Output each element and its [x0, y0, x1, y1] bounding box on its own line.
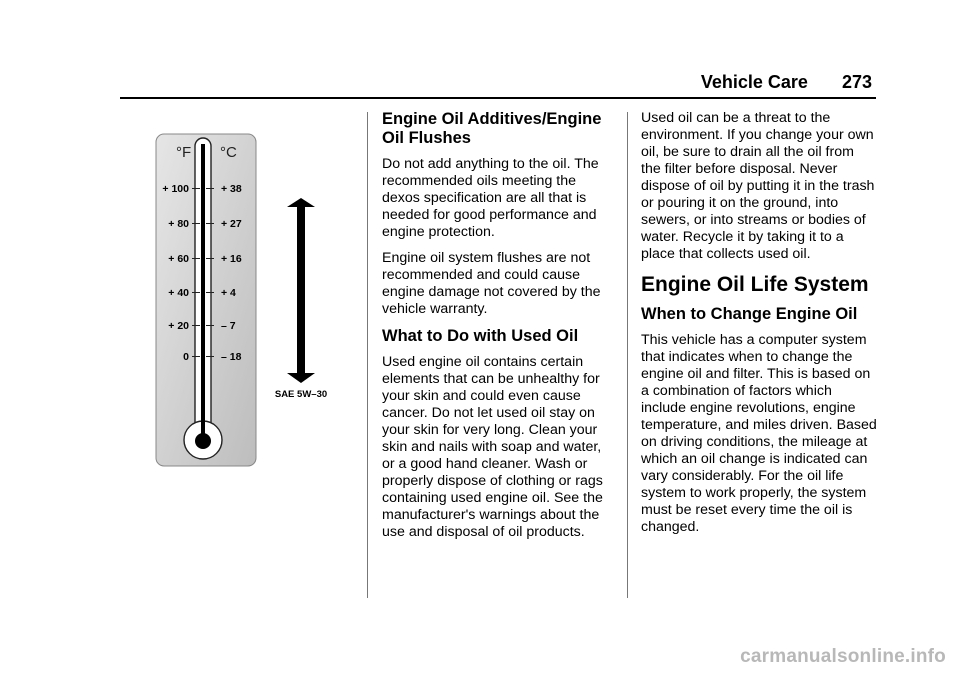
section-heading: What to Do with Used Oil: [382, 327, 579, 345]
page-number: 273: [841, 72, 872, 92]
oil-grade-label: SAE 5W–30: [274, 389, 328, 400]
mercury-column: [201, 144, 205, 440]
celsius-unit: °C: [220, 144, 237, 161]
viscosity-range-arrow: [287, 198, 315, 383]
celsius-label: + 16: [221, 253, 242, 265]
paragraph: Do not add anything to the oil. The recommended oils meeting the dexos specification are all that is needed for good performance and engine protection.: [382, 156, 599, 240]
column-divider: [367, 112, 368, 598]
fahrenheit-label: 0: [183, 351, 189, 363]
fahrenheit-label: + 100: [162, 183, 189, 195]
section-title: Vehicle Care: [700, 72, 808, 92]
celsius-label: + 27: [221, 218, 242, 230]
fahrenheit-label: + 40: [168, 287, 189, 299]
celsius-label: + 4: [221, 287, 236, 299]
oil-viscosity-figure: [150, 132, 360, 472]
paragraph: Used engine oil contains certain elements that can be unhealthy for your skin and could even cause cancer. Do not let used oil stay on your skin for very long. Clean your skin and nails with soap and water, or a good hand cleaner. Wash or properly dispose of clothing or rags containing used engine oil. See the manufacturer's warnings about the use and disposal of oil products.: [382, 354, 603, 540]
paragraph: Engine oil system flushes are not recommended and could cause engine damage not covered by the vehicle warranty.: [382, 250, 601, 317]
fahrenheit-label: + 60: [168, 253, 189, 265]
paragraph: Used oil can be a threat to the environment. If you change your own oil, be sure to drain all the oil from the filter before disposal. Never dispose of oil by putting it in the trash or pouring it on the ground, into sewers, or into streams or bodies of water. Recycle it by taking it to a place that collects used oil.: [641, 110, 875, 262]
chapter-heading: Engine Oil Life System: [641, 273, 869, 296]
section-heading: Engine Oil Additives/Engine Oil Flushes: [382, 110, 602, 147]
thermometer-chart: [150, 132, 360, 472]
text-column-2: [641, 110, 877, 545]
watermark: carmanualsonline.info: [740, 646, 946, 667]
text-column-1: [382, 110, 614, 550]
fahrenheit-unit: °F: [176, 144, 192, 161]
fahrenheit-label: + 80: [168, 218, 189, 230]
celsius-label: + 38: [221, 183, 242, 195]
paragraph: This vehicle has a computer system that indicates when to change the engine oil and filter. This is based on a combination of factors which include engine revolutions, engine temperature, and miles driven. Based on driving conditions, the mileage at which an oil change is indicated can vary considerably. For the oil life system to work properly, the system must be reset every time the oil is changed.: [641, 332, 877, 535]
column-divider: [627, 112, 628, 598]
header-rule: [120, 97, 876, 99]
mercury-bulb: [195, 433, 211, 449]
celsius-label: – 7: [221, 320, 236, 332]
page-header: [701, 72, 872, 93]
celsius-label: – 18: [221, 351, 242, 363]
fahrenheit-label: + 20: [168, 320, 189, 332]
section-heading: When to Change Engine Oil: [641, 305, 858, 323]
